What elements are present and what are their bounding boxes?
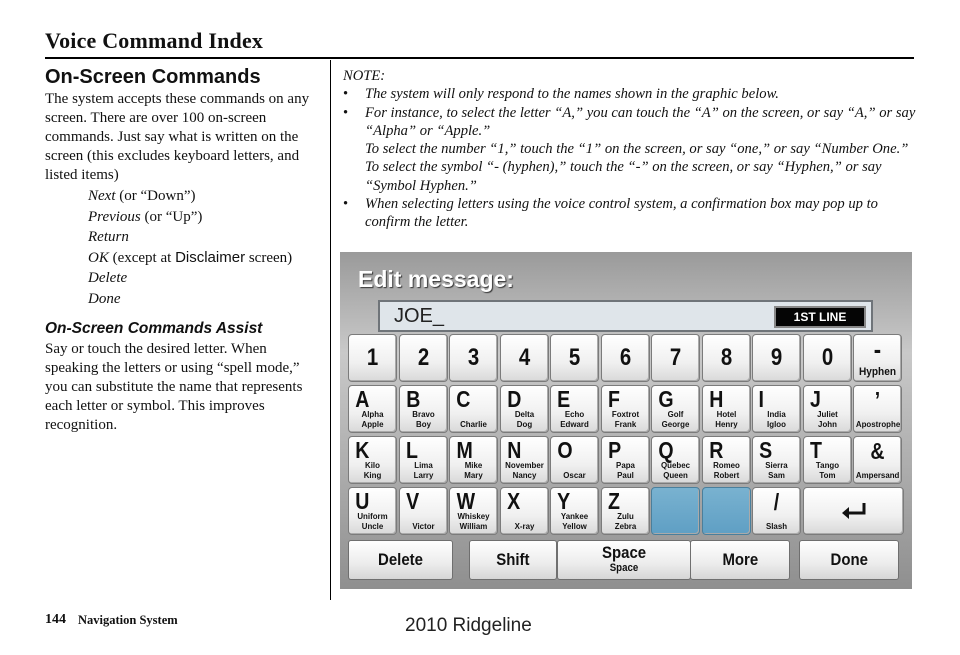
key-spoken-name: Ampersand bbox=[855, 469, 900, 480]
key-spoken-name: Charlie bbox=[460, 418, 487, 429]
key-0[interactable] bbox=[803, 334, 852, 382]
key-mike[interactable] bbox=[449, 436, 498, 484]
key-spoken-name: Juliet John bbox=[816, 409, 838, 429]
key-hyphen[interactable] bbox=[853, 334, 902, 382]
key-spoken-name: Hyphen bbox=[858, 365, 897, 378]
key-character: Q bbox=[658, 437, 674, 463]
key-character: Z bbox=[607, 488, 620, 514]
page-number: 144 bbox=[45, 612, 66, 627]
key-delta[interactable] bbox=[500, 385, 549, 433]
key-character: L bbox=[405, 437, 418, 463]
key-juliet[interactable] bbox=[803, 385, 852, 433]
more-button[interactable]: More bbox=[690, 540, 790, 580]
subsection-heading: On-Screen Commands Assist bbox=[45, 320, 263, 337]
key-character: / bbox=[773, 489, 780, 515]
key-4[interactable] bbox=[500, 334, 549, 382]
key-papa[interactable] bbox=[601, 436, 650, 484]
key-character: S bbox=[759, 437, 773, 463]
key-character: E bbox=[557, 386, 571, 412]
key-spoken-name: Echo Edward bbox=[560, 409, 589, 429]
header-rule bbox=[45, 57, 914, 59]
key-charlie[interactable] bbox=[449, 385, 498, 433]
key-character: 2 bbox=[417, 344, 429, 371]
key-spoken-name: Delta Dog bbox=[514, 409, 534, 429]
key-character: F bbox=[607, 386, 620, 412]
key-character: - bbox=[873, 334, 882, 364]
key-1[interactable] bbox=[348, 334, 397, 382]
key-spoken-name: Papa Paul bbox=[615, 460, 635, 480]
key-spoken-name: Mike Mary bbox=[464, 460, 483, 480]
watermark: 2010 Ridgeline bbox=[405, 615, 532, 636]
key-november[interactable] bbox=[500, 436, 549, 484]
key-spoken-name: Whiskey William bbox=[457, 511, 490, 531]
section-heading: On-Screen Commands bbox=[45, 66, 261, 88]
left-column bbox=[45, 66, 321, 435]
key-yankee[interactable] bbox=[550, 487, 599, 535]
key-spoken-name: Yankee Yellow bbox=[560, 511, 589, 531]
command-item: OK (except at Disclaimer screen) bbox=[88, 248, 293, 266]
key-character: 5 bbox=[568, 344, 581, 371]
command-item: Next (or “Down”) bbox=[88, 188, 196, 204]
done-button[interactable]: Done bbox=[799, 540, 899, 580]
key-x-ray[interactable] bbox=[500, 487, 549, 535]
key-spoken-name: Quebec Queen bbox=[660, 460, 691, 480]
key-3[interactable] bbox=[449, 334, 498, 382]
delete-button[interactable]: Delete bbox=[348, 540, 453, 580]
key-character: Y bbox=[557, 488, 571, 514]
key-character: B bbox=[405, 386, 420, 412]
key-character: I bbox=[758, 386, 764, 412]
enter-arrow-icon bbox=[840, 501, 868, 523]
key-6[interactable] bbox=[601, 334, 650, 382]
key-blank bbox=[651, 487, 700, 535]
message-input[interactable] bbox=[378, 300, 873, 332]
key-9[interactable] bbox=[752, 334, 801, 382]
key-character: 0 bbox=[821, 344, 833, 371]
command-item: Return bbox=[88, 229, 129, 245]
key-spoken-name: Tango Tom bbox=[815, 460, 839, 480]
key-spoken-name: Uniform Uncle bbox=[357, 511, 388, 531]
key-character: W bbox=[456, 488, 476, 514]
page-title: Voice Command Index bbox=[45, 28, 264, 53]
key-spoken-name: Slash bbox=[765, 520, 788, 531]
command-item: Previous (or “Up”) bbox=[88, 208, 203, 225]
key-character: 4 bbox=[518, 344, 530, 371]
key-blank bbox=[702, 487, 751, 535]
key-character: 7 bbox=[669, 344, 682, 371]
key-slash[interactable] bbox=[752, 487, 801, 535]
note-label: NOTE: bbox=[343, 68, 386, 84]
key-character: R bbox=[708, 437, 723, 463]
key-character: O bbox=[557, 437, 573, 463]
key-hotel[interactable] bbox=[702, 385, 751, 433]
key-character: V bbox=[405, 488, 419, 514]
key-spoken-name: Foxtrot Frank bbox=[611, 409, 639, 429]
key-ampersand[interactable] bbox=[853, 436, 902, 484]
key-character: U bbox=[355, 488, 370, 514]
key-character: M bbox=[456, 437, 473, 463]
key-sierra[interactable] bbox=[752, 436, 801, 484]
key-character: 8 bbox=[720, 344, 732, 371]
command-item: Delete bbox=[88, 270, 128, 286]
command-item: Done bbox=[88, 290, 121, 307]
key-echo[interactable] bbox=[550, 385, 599, 433]
shift-button[interactable]: Shift bbox=[469, 540, 557, 580]
key-character: 1 bbox=[366, 344, 379, 371]
key-spoken-name: Zulu Zebra bbox=[614, 511, 636, 531]
key-spoken-name: Sierra Sam bbox=[765, 460, 788, 480]
key-oscar[interactable] bbox=[550, 436, 599, 484]
key-kilo[interactable] bbox=[348, 436, 397, 484]
note-bullet: • The system will only respond to the names shown in the graphic below. bbox=[343, 86, 779, 103]
key-alpha[interactable] bbox=[348, 385, 397, 433]
key-character: J bbox=[809, 386, 821, 412]
key-spoken-name: X-ray bbox=[514, 520, 534, 531]
key-character: G bbox=[658, 386, 674, 412]
enter-button[interactable] bbox=[803, 487, 904, 535]
column-divider bbox=[330, 60, 331, 600]
key-zulu[interactable] bbox=[601, 487, 650, 535]
key-character: K bbox=[355, 437, 370, 463]
first-line-button[interactable]: 1ST LINE bbox=[774, 306, 866, 328]
key-spoken-name: Kilo King bbox=[363, 460, 382, 480]
key-character: C bbox=[456, 386, 471, 412]
key-golf[interactable] bbox=[651, 385, 700, 433]
key-8[interactable] bbox=[702, 334, 751, 382]
key-5[interactable] bbox=[550, 334, 599, 382]
note-bullet: • For instance, to select the letter “A,” you can touch the “A” on the screen, or say “A,” or say “Alpha” or “Apple.” To select the number “1,” touch the “1” on the screen, or say “one,” or say “Number One.” To select the symbol “- (hyphen),” touch the “-” on the screen, or say “Hyphen,” or say “Symbol Hyphen.” bbox=[343, 104, 916, 194]
key-tango[interactable] bbox=[803, 436, 852, 484]
key-spoken-name: Alpha Apple bbox=[361, 409, 384, 429]
key-india[interactable] bbox=[752, 385, 801, 433]
key-character: 6 bbox=[619, 344, 631, 371]
assist-text: Say or touch the desired letter. When speaking the letters or using “spell mode,” you can substitute the name that represents each letter or symbol. This improves recognition. bbox=[45, 341, 303, 433]
message-input-value: JOE_ bbox=[394, 305, 445, 327]
key-spoken-name: Bravo Boy bbox=[411, 409, 435, 429]
key-whiskey[interactable] bbox=[449, 487, 498, 535]
key-7[interactable] bbox=[651, 334, 700, 382]
key-character: & bbox=[870, 438, 885, 464]
key-character: T bbox=[809, 437, 822, 463]
key-character: X bbox=[506, 488, 520, 514]
key-romeo[interactable] bbox=[702, 436, 751, 484]
key-bravo[interactable] bbox=[399, 385, 448, 433]
key-spoken-name: Lima Larry bbox=[413, 460, 433, 480]
edit-message-screen bbox=[340, 252, 912, 589]
key-spoken-name: Golf George bbox=[661, 409, 690, 429]
key-spoken-name: Victor bbox=[411, 520, 435, 531]
intro-text: The system accepts these commands on any screen. There are over 100 on-screen commands. Just say what is written on the screen (this excludes keyboard letters, and listed items) bbox=[45, 91, 310, 183]
key-spoken-name: November Nancy bbox=[504, 460, 544, 480]
key-character: D bbox=[506, 386, 521, 412]
key-character: A bbox=[355, 386, 370, 412]
key-character: ’ bbox=[874, 387, 881, 413]
key-2[interactable] bbox=[399, 334, 448, 382]
key-spoken-name: Oscar bbox=[563, 469, 586, 480]
key-spoken-name: Hotel Henry bbox=[714, 409, 738, 429]
key-apostrophe[interactable] bbox=[853, 385, 902, 433]
key-character: P bbox=[607, 437, 621, 463]
screen-title: Edit message: bbox=[358, 266, 514, 292]
space-button[interactable]: Space Space bbox=[557, 540, 691, 580]
key-quebec[interactable] bbox=[651, 436, 700, 484]
key-character: 9 bbox=[770, 344, 783, 371]
key-spoken-name: Apostrophe bbox=[855, 418, 901, 429]
key-victor[interactable] bbox=[399, 487, 448, 535]
key-spoken-name: Romeo Robert bbox=[712, 460, 740, 480]
note-bullet: • When selecting letters using the voice control system, a confirmation box may pop up to confirm the letter. bbox=[343, 196, 878, 231]
command-list bbox=[88, 186, 321, 309]
key-uniform[interactable] bbox=[348, 487, 397, 535]
key-character: H bbox=[708, 386, 723, 412]
key-foxtrot[interactable] bbox=[601, 385, 650, 433]
key-character: N bbox=[506, 437, 521, 463]
key-spoken-name: India Igloo bbox=[767, 409, 786, 429]
note-column bbox=[343, 67, 923, 232]
key-lima[interactable] bbox=[399, 436, 448, 484]
section-name: Navigation System bbox=[78, 613, 178, 627]
key-character: 3 bbox=[467, 344, 480, 371]
